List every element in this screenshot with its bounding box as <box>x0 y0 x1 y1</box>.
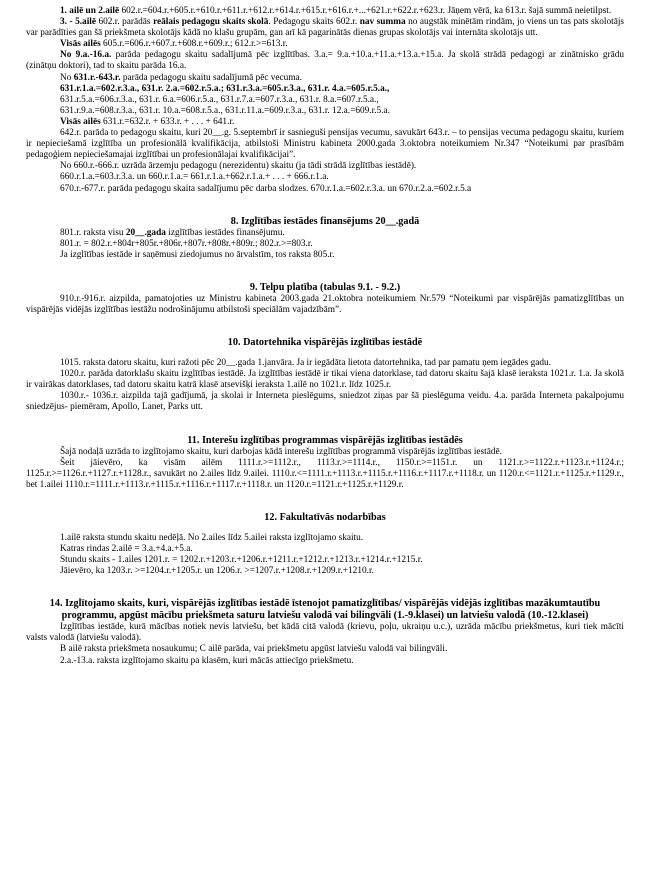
section-9-floor-area <box>26 282 624 316</box>
formula-line: 801.r. = 802.r.+804r+805r.+806r.+807r.+808r.+809r.; 802.r.>=803.r. <box>60 238 313 249</box>
text: 602.r.=604.r.+605.r.+610.r.+611.r.+612.r.+614.r.+615.r.+616.r.+...+621.r.+622.r.+623.r. Jāņem vērā, ka 613.r. šajā summā neietilpst. <box>119 6 612 16</box>
formula-line: 631.r.1.a.=602.r.3.a., 631.r. 2.a.=602.r.5.a.; 631.r.3.a.=605.r.3.a., 631.r. 4.a.=605.r.5.a., <box>60 83 390 94</box>
paragraph-columns-3-5 <box>26 17 624 39</box>
paragraph: 1020.r. parāda datorklašu skaitu izglītības iestādē. Ja izglītības iestādē ir tikai viena datorklase, tad datoru skaitu šajā klasē ieraksta 1021.r. 1.a. Ja skolā ir vairākas datorklases, tad datoru skaitu katrā klasē atsevišķi ieraksta 1.ailē no 1021.r. līdz 1025.r. <box>26 369 624 391</box>
paragraph: Šajā nodaļā uzrāda to izglītojamo skaitu, kuri darbojas kādā interešu izglītības programmā vispārējās izglītības iestādē. <box>60 446 502 457</box>
text: no augstāk minētām rindām, jo viens un tas pats skolotājs var parādīties gan šā priekšmeta skolotājs kādā no klašu grupām, gan arī kā pagarinātās dienas grupas skolotājs vai internāta skolotājs utt. <box>26 17 625 39</box>
text: izglītības iestādes finansējumu. <box>165 227 285 238</box>
bold-term: Visās ailēs <box>60 116 101 127</box>
section-heading: 12. Fakultatīvās nodarbības <box>264 511 386 523</box>
text: 631.r.=632.r. + 633.r. + . . . + 641.r. <box>100 116 235 127</box>
paragraph: 1.ailē raksta stundu skaitu nedēļā. No 2.ailes līdz 5.ailei raksta izglītojamo skaitu. <box>60 532 364 543</box>
section-heading: 8. Izglītības iestādes finansējums 20__.gadā <box>230 215 420 227</box>
bold-term: No 9.a.-16.a. <box>60 50 112 61</box>
text: 605.r.=606.r.+607.r.+608.r.+609.r.; 612.r.>=613.r. <box>100 39 288 50</box>
text: No <box>60 72 74 83</box>
formula-line: 660.r.1.a.=603.r.3.a. un 660.r.1.a.= 661.r.1.a.+662.r.1.a.+ . . . + 666.r.1.a. <box>60 172 329 183</box>
paragraph: 2.a.-13.a. raksta izglītojamo skaitu pa klasēm, kuri mācās attiecīgo priekšmetu. <box>60 655 354 666</box>
bold-term: 631.r.-643.r. <box>73 72 121 83</box>
section-heading: 14. Izglītojamo skaits, kuri, vispārējās izglītības iestādē īstenojot pamatizglītības/ vispārējās vidējās izglītības mazākumtautību programmu, apgūst mācību priekšmeta saturu latviešu valodā vai bilingvāli (1.-9.klasei) un latviešu valodā (10.-12.klasei) <box>49 598 601 622</box>
bold-term: 20__.gada <box>125 227 166 238</box>
paragraph-foreign: No 660.r.-666.r. uzrāda ārzemju pedagogu (nerezidentu) skaitu (ja tādi strādā izglītības iestādē). <box>60 161 417 172</box>
text: 602.r. parādās <box>95 17 154 28</box>
document-page <box>26 6 624 667</box>
paragraph <box>26 228 624 239</box>
paragraph-pension: 642.r. parāda to pedagogu skaitu, kuri 20__.g. 5.septembrī ir sasnieguši pensijas vecumu, savukārt 643.r. – to pensijas vecuma pedagogu skaitu, kuriem ir nepieciešamā izglītība un profesionālā kvalifikācija, atbilstoši Ministru kabineta 2000.gada 3.oktobra noteikumiem Nr.347 “Noteikumi par prasībām pedagoģiem nepieciešamajai izglītībai un profesionālajai kvalifikācijai”. <box>26 128 624 161</box>
section-heading: 10. Datortehnika vispārējās izglītības iestādē <box>227 337 423 349</box>
paragraph: 1030.r.- 1036.r. aizpilda tajā gadījumā, ja skolai ir Interneta pieslēgums, sniedzot ziņas par šā pieslēguma veidu. 4.a. parāda Interneta pakalpojumu sniedzējus- piemēram, Apollo, Lanet, Parks utt. <box>26 391 624 413</box>
formula-line: Katras rindas 2.ailē = 3.a.+4.a.+5.a. <box>60 544 193 554</box>
paragraph: Izglītības iestāde, kurā mācības notiek nevis latviešu, bet kādā citā valodā (krievu, poļu, ukraiņu u.c.), uzrāda mācību priekšmetus, kuri tiek mācīti valsts valodā (latviešu valodā). <box>26 622 624 644</box>
bold-term: 3. - 5.ailē <box>60 17 96 28</box>
paragraph-age <box>26 73 624 84</box>
text: . Pedagogu skaits 602.r. <box>268 17 360 28</box>
bold-term: 1. ailē un 2.ailē <box>60 6 120 16</box>
section-10-computers <box>26 337 624 413</box>
section-14-minority-programs <box>26 598 624 666</box>
bold-term: reālais pedagogu skaits skolā <box>153 17 269 28</box>
formula-line: 631.r.5.a.=606.r.3.a., 631.r. 6.a.=606.r.5.a., 631.r.7.a.=607.r.3.a., 631.r. 8.a.=607.r.5.a., <box>60 94 379 105</box>
section-heading: 9. Telpu platība (tabulas 9.1. - 9.2.) <box>249 281 401 293</box>
paragraph: B ailē raksta priekšmeta nosaukumu; C ailē parāda, vai priekšmetu apgūst latviešu valodā vai bilingvāli. <box>60 644 448 655</box>
text: parāda pedagogu skaitu sadalījumā pēc izglītības. 3.a.= 9.a.+10.a.+11.a.+13.a.+15.a. Ja skolā strādā pedagogi ar zinātnisko grādu (zinātņu doktori), tad to skaitu parāda 16.a. <box>26 50 624 72</box>
formula-line <box>26 117 624 128</box>
paragraph: Ja izglītības iestāde ir saņēmusi ziedojumus no ārvalstīm, tos raksta 805.r. <box>60 249 335 260</box>
formula-line: 631.r.9.a.=608.r.3.a., 631.r. 10.a.=608.r.5.a., 631.r.11.a.=609.r.3.a., 631.r. 12.a.=609.r.5.a. <box>60 105 390 116</box>
section-heading: 11. Interešu izglītības programmas vispārējās izglītības iestādēs <box>187 434 463 446</box>
paragraph-education <box>26 50 624 72</box>
paragraph: 1015. raksta datoru skaitu, kuri ražoti pēc 20__.gada 1.janvāra. Ja ir iegādāta lietota datortehnika, tad par pamatu ņem iegādes gadu. <box>60 358 552 369</box>
paragraph-all-columns <box>26 39 624 50</box>
section-7-teachers <box>26 6 624 195</box>
section-8-financing <box>26 216 624 261</box>
formula-line: Stundu skaits - 1.ailes 1201.r. = 1202.r.+1203.r.+1206.r.+1211.r.+1212.r.+1213.r.+1214.r.+1215.r. <box>60 555 423 566</box>
paragraph-workload: 670.r.-677.r. parāda pedagogu skaita sadalījumu pēc darba slodzes. 670.r.1.a.=602.r.3.a. un 670.r.2.a.=602.r.5.a <box>60 183 472 194</box>
section-12-optional-classes <box>26 512 624 577</box>
text: parāda pedagogu skaitu sadalījumā pēc vecuma. <box>120 72 303 83</box>
text: 801.r. raksta visu <box>60 227 126 238</box>
formula-line: Jāievēro, ka 1203.r. >=1204.r.+1205.r. un 1206.r. >=1207.r.+1208.r.+1209.r.+1210.r. <box>60 566 374 577</box>
bold-term: nav summa <box>359 17 406 28</box>
paragraph-columns-1-2 <box>26 6 624 17</box>
paragraph: Šeit jāievēro, ka visām ailēm 1111.r.>=1112.r., 1113.r.>=1114.r., 1150.r.>=1151.r. un 1121.r.>=1122.r.+1123.r.+1124.r.; 1125.r.>=1126.r.+1127.r.+1128.r., savukārt no 2.ailes līdz 9.ailei. 1110.r.<=1111.r.+1113.r.+1115.r.+1116.r.+1117.r.+1118.r. un 1120.r.<=1121.r.+1125.r.+1129.r., bet 1.ailei 1110.r.=1111.r.+1113.r.+1115.r.+1116.r.+1117.r.+1118.r. un 1120.r.=1121.r.+1125.r.+1129.r. <box>26 457 624 490</box>
paragraph: 910.r.-916.r. aizpilda, pamatojoties uz Ministru kabineta 2003.gada 21.oktobra noteikumiem Nr.579 “Noteikumi par vispārējās pamatizglītības un vispārējās vidējās izglītības iestāžu nodrošinājumu atbilstoši speciālām vajadzībām”. <box>26 293 624 315</box>
section-11-interest-programs <box>26 435 624 491</box>
bold-term: Visās ailēs <box>60 39 101 50</box>
